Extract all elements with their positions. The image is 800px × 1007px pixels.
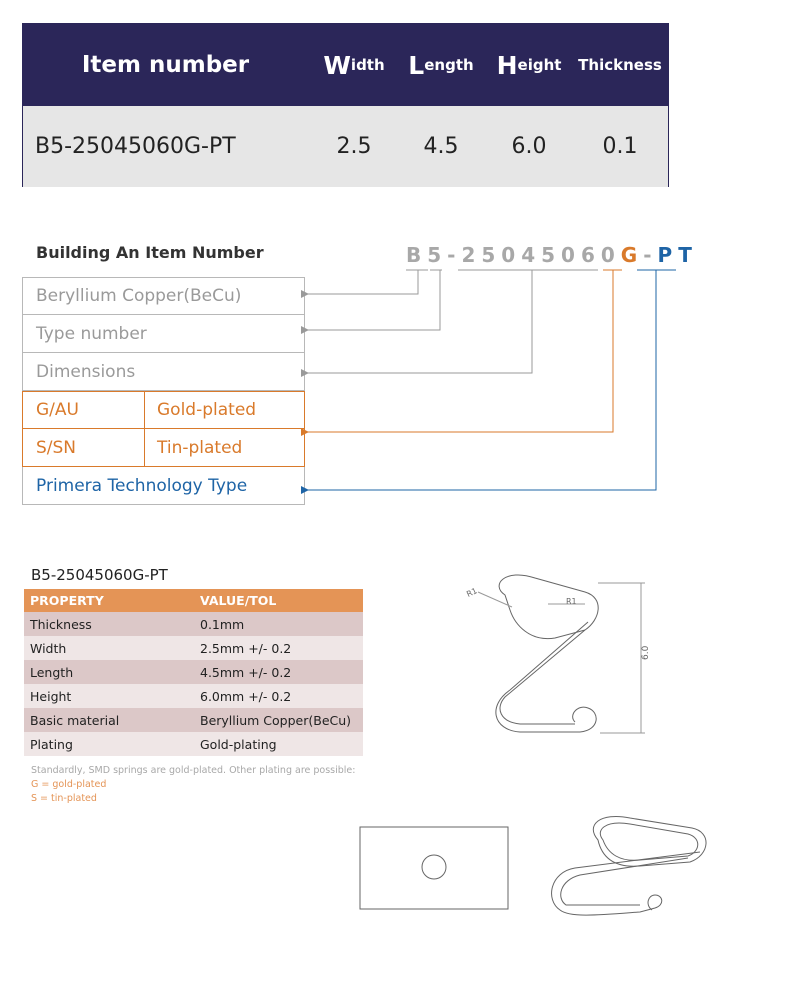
gold-key: G/AU bbox=[23, 392, 145, 428]
gold-value: Gold-plated bbox=[157, 400, 257, 420]
property-value: Beryllium Copper(BeCu) bbox=[194, 708, 363, 732]
width-value: 2.5 bbox=[336, 134, 372, 159]
thickness-value: 0.1 bbox=[602, 134, 638, 159]
table-row bbox=[24, 708, 363, 732]
table-row bbox=[24, 636, 363, 660]
property-name: Plating bbox=[24, 732, 194, 756]
header-thickness: Thickness bbox=[578, 56, 662, 74]
property-value: 2.5mm +/- 0.2 bbox=[194, 636, 363, 660]
header-property: PROPERTY bbox=[24, 589, 194, 612]
arrow-dimensions bbox=[308, 270, 532, 373]
height-value: 6.0 bbox=[511, 134, 547, 159]
property-value: 0.1mm bbox=[194, 612, 363, 636]
property-name: Length bbox=[24, 660, 194, 684]
arrow-material bbox=[308, 270, 418, 294]
row-material: Beryllium Copper(BeCu) bbox=[22, 277, 305, 315]
properties-title: B5-25045060G-PT bbox=[31, 566, 168, 584]
note-tin: S = tin-plated bbox=[31, 793, 97, 804]
item-code-breakdown bbox=[406, 243, 698, 267]
code-b5: B5- bbox=[406, 243, 462, 267]
property-name: Basic material bbox=[24, 708, 194, 732]
tin-key: S/SN bbox=[23, 429, 145, 466]
header-item-number: Item number bbox=[81, 52, 250, 78]
header-width: W idth bbox=[323, 50, 385, 80]
note-gold: G = gold-plated bbox=[31, 779, 107, 790]
row-primera: Primera Technology Type bbox=[22, 467, 305, 505]
arrow-plating bbox=[308, 270, 613, 432]
table-row bbox=[24, 732, 363, 756]
table-row bbox=[24, 612, 363, 636]
builder-table bbox=[22, 277, 305, 505]
table-row bbox=[24, 660, 363, 684]
spec-table-header bbox=[23, 24, 668, 106]
arrow-type-pt bbox=[308, 270, 656, 490]
header-value: VALUE/TOL bbox=[194, 589, 363, 612]
header-height: H eight bbox=[496, 50, 562, 80]
code-plating: G bbox=[620, 243, 644, 267]
r1-label-a: R1 bbox=[465, 586, 479, 599]
property-value: 4.5mm +/- 0.2 bbox=[194, 660, 363, 684]
builder-title: Building An Item Number bbox=[36, 243, 264, 262]
footprint-view bbox=[360, 827, 508, 909]
properties-table bbox=[24, 589, 363, 756]
property-name: Height bbox=[24, 684, 194, 708]
spring-iso-view bbox=[552, 817, 706, 916]
spec-table bbox=[22, 23, 669, 187]
row-type: Type number bbox=[22, 315, 305, 353]
header-length: L ength bbox=[408, 50, 474, 80]
code-dims: 25045060 bbox=[461, 243, 621, 267]
r1-label-b: R1 bbox=[566, 597, 577, 606]
property-name: Thickness bbox=[24, 612, 194, 636]
code-dash: - bbox=[643, 243, 658, 267]
property-value: 6.0mm +/- 0.2 bbox=[194, 684, 363, 708]
row-tin bbox=[22, 429, 305, 467]
property-value: Gold-plating bbox=[194, 732, 363, 756]
height-dimension: 6.0 bbox=[641, 645, 651, 660]
length-value: 4.5 bbox=[423, 134, 459, 159]
table-row bbox=[24, 684, 363, 708]
note-text: Standardly, SMD springs are gold-plated. Other plating are possible: bbox=[31, 765, 356, 776]
item-number-value: B5-25045060G-PT bbox=[35, 134, 236, 159]
plating-note bbox=[31, 764, 355, 806]
property-name: Width bbox=[24, 636, 194, 660]
row-gold bbox=[22, 391, 305, 429]
spring-side-view bbox=[478, 575, 645, 733]
spec-table-row bbox=[23, 106, 668, 187]
tin-value: Tin-plated bbox=[157, 437, 243, 458]
row-dimensions: Dimensions bbox=[22, 353, 305, 391]
properties-header-row bbox=[24, 589, 363, 612]
arrow-type bbox=[308, 270, 440, 330]
code-type: PT bbox=[657, 243, 698, 267]
